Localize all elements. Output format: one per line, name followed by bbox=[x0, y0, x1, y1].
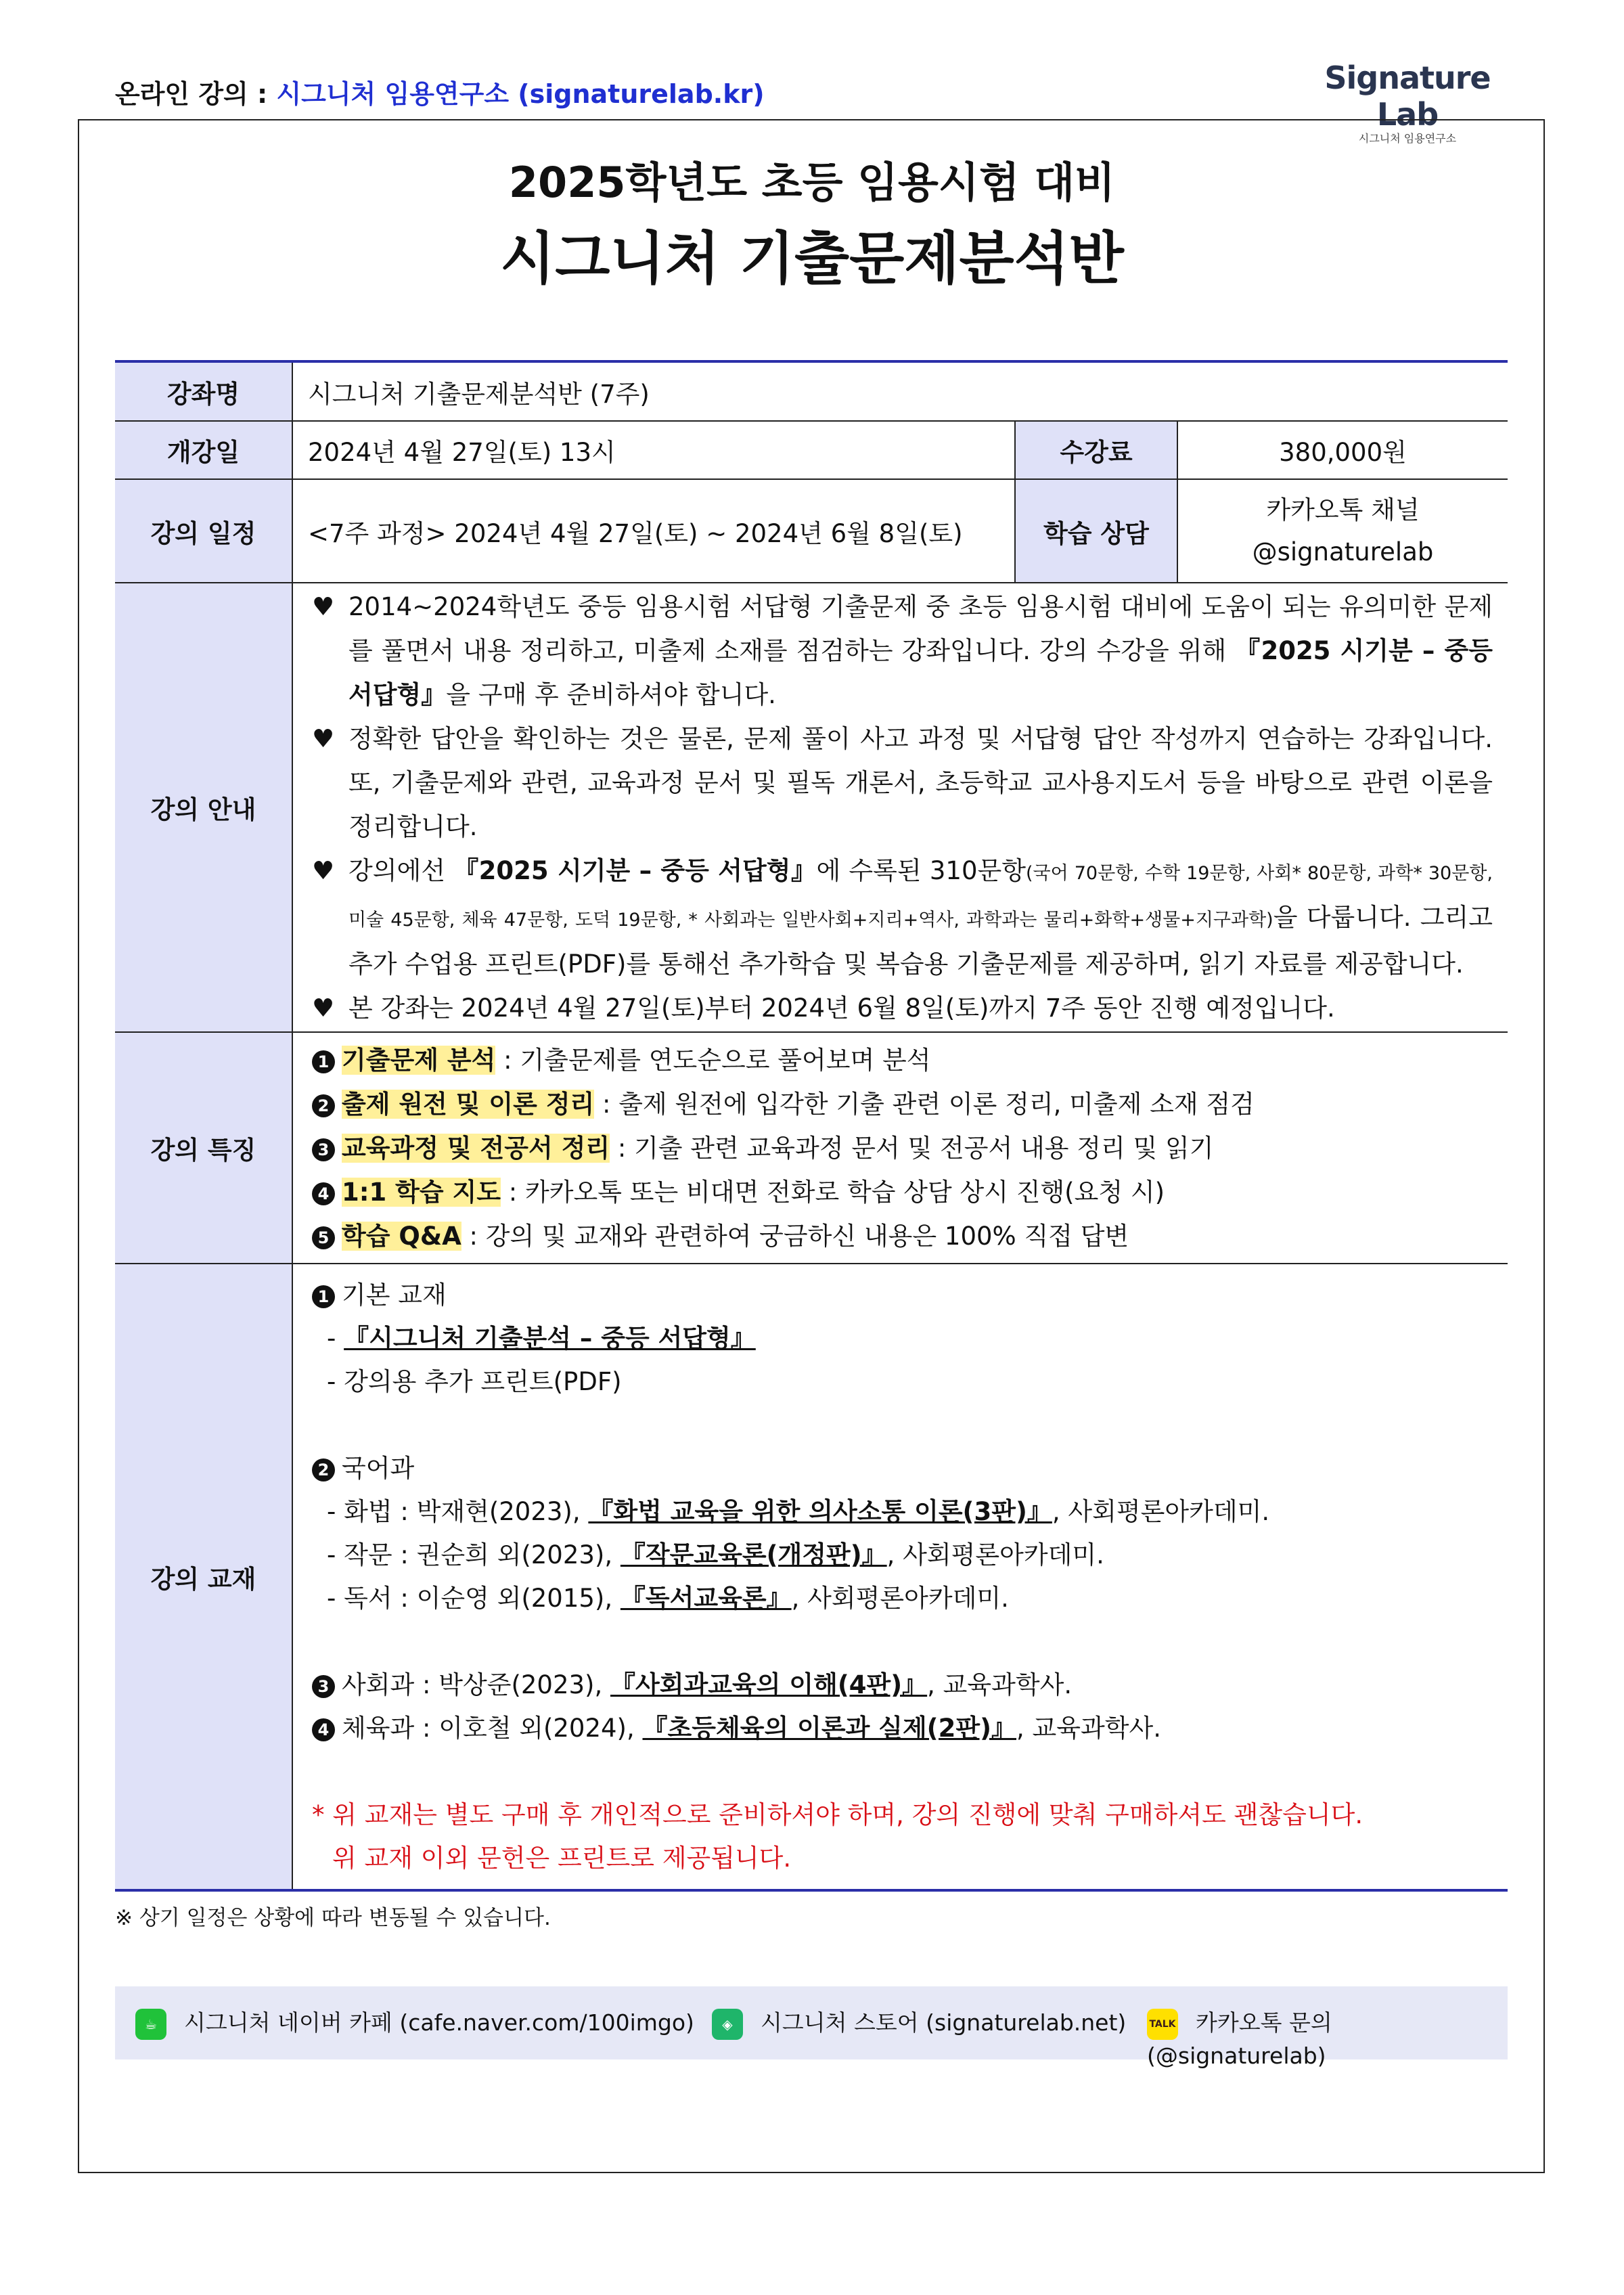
feature-item: 2 출제 원전 및 이론 정리 : 출제 원전에 입각한 기출 관련 이론 정리, 미출제 소재 점검 bbox=[312, 1082, 1493, 1126]
feature-item: 1 기출문제 분석 : 기출문제를 연도순으로 풀어보며 분석 bbox=[312, 1038, 1493, 1082]
number-circle-icon: 2 bbox=[312, 1094, 335, 1117]
spacer bbox=[312, 1620, 1493, 1664]
signature-lab-logo bbox=[1306, 60, 1509, 145]
book-warning: * 위 교재는 별도 구매 후 개인적으로 준비하셔야 하며, 강의 진행에 맞춰 구매하셔도 괜찮습니다. bbox=[312, 1800, 1363, 1829]
course-info-table bbox=[115, 360, 1508, 1892]
table-row bbox=[115, 583, 1508, 1032]
online-lecture-header bbox=[115, 73, 765, 110]
book-item: - 『시그니처 기출분석 – 중등 서답형』 bbox=[327, 1323, 756, 1353]
book-item: - 화법 : 박재현(2023), 『화법 교육을 위한 의사소통 이론(3판)』, 사회평론아카데미. bbox=[327, 1496, 1270, 1526]
store-link[interactable]: ◈ 시그니처 스토어 (signaturelab.net) bbox=[712, 2007, 1126, 2039]
footer-links bbox=[115, 1986, 1508, 2069]
table-row bbox=[115, 1032, 1508, 1264]
spacer bbox=[312, 1750, 1493, 1793]
book-section: 2 국어과 bbox=[312, 1447, 1493, 1490]
feature-item: 3 교육과정 및 전공서 정리 : 기출 관련 교육과정 문서 및 전공서 내용 정리 및 읽기 bbox=[312, 1126, 1493, 1170]
number-circle-icon: 1 bbox=[312, 1285, 335, 1308]
cafe-link[interactable]: ☕ 시그니처 네이버 카페 (cafe.naver.com/100imgo) bbox=[135, 2007, 694, 2039]
guide-paragraph: ♥ 2014~2024학년도 중등 임용시험 서답형 기출문제 중 초등 임용시험 대비에 도움이 되는 유의미한 문제를 풀면서 내용 정리하고, 미출제 소재를 점검하는 강좌입니다. 강의 수강을 위해 『2025 시기분 – 중등 서답형』을 구매 후 준비하셔야 합니다. bbox=[312, 585, 1493, 717]
logo-main-text: Signature Lab bbox=[1324, 60, 1491, 133]
number-circle-icon: 3 bbox=[312, 1675, 335, 1698]
heart-icon: ♥ bbox=[312, 724, 335, 753]
number-circle-icon: 4 bbox=[312, 1182, 335, 1205]
open-date-value: 2024년 4월 27일(토) 13시 bbox=[292, 421, 1015, 479]
site-link[interactable]: 시그니처 임용연구소 (signaturelab.kr) bbox=[276, 79, 765, 109]
book-warning: 위 교재 이외 문헌은 프린트로 제공됩니다. bbox=[332, 1843, 792, 1873]
books-content bbox=[292, 1264, 1508, 1890]
store-icon: ◈ bbox=[712, 2009, 743, 2040]
book-item: - 강의용 추가 프린트(PDF) bbox=[327, 1366, 622, 1396]
consult-line1: 카카오톡 채널 bbox=[1266, 495, 1420, 525]
course-name-label: 강좌명 bbox=[115, 361, 292, 421]
schedule-label: 강의 일정 bbox=[115, 479, 292, 583]
guide-paragraph: ♥ 정확한 답안을 확인하는 것은 물론, 문제 풀이 사고 과정 및 서답형 답안 작성까지 연습하는 강좌입니다. 또, 기출문제와 관련, 교육과정 문서 및 필독 개론서, 초등학교 교사용지도서 등을 바탕으로 관련 이론을 정리합니다. bbox=[312, 717, 1493, 849]
table-row bbox=[115, 421, 1508, 479]
heart-icon: ♥ bbox=[312, 856, 335, 885]
fee-label: 수강료 bbox=[1015, 421, 1177, 479]
number-circle-icon: 2 bbox=[312, 1458, 335, 1481]
consult-line2: @signaturelab bbox=[1252, 537, 1434, 566]
number-circle-icon: 5 bbox=[312, 1226, 335, 1249]
book-section: 4 체육과 : 이호철 외(2024), 『초등체육의 이론과 실제(2판)』, 교육과학사. bbox=[312, 1707, 1493, 1750]
book-item: - 작문 : 권순희 외(2023), 『작문교육론(개정판)』, 사회평론아카데미. bbox=[327, 1540, 1104, 1569]
features-content bbox=[292, 1032, 1508, 1264]
book-section: 3 사회과 : 박상준(2023), 『사회과교육의 이해(4판)』, 교육과학사. bbox=[312, 1664, 1493, 1707]
schedule-note: ※ 상기 일정은 상황에 따라 변동될 수 있습니다. bbox=[115, 1906, 551, 1930]
naver-cafe-icon: ☕ bbox=[135, 2009, 166, 2040]
book-section: 1 기본 교재 bbox=[312, 1274, 1493, 1317]
page-subtitle: 2025학년도 초등 임용시험 대비 bbox=[508, 158, 1116, 207]
guide-paragraph: ♥ 본 강좌는 2024년 4월 27일(토)부터 2024년 6월 8일(토)까지 7주 동안 진행 예정입니다. bbox=[312, 986, 1493, 1030]
consult-label: 학습 상담 bbox=[1015, 479, 1177, 583]
table-row bbox=[115, 479, 1508, 583]
heart-icon: ♥ bbox=[312, 994, 335, 1023]
number-circle-icon: 4 bbox=[312, 1718, 335, 1741]
logo-sub-text: 시그니처 임용연구소 bbox=[1358, 132, 1457, 145]
kakaotalk-icon: TALK bbox=[1147, 2009, 1178, 2040]
consult-value bbox=[1177, 479, 1508, 583]
schedule-value: <7주 과정> 2024년 4월 27일(토) ~ 2024년 6월 8일(토) bbox=[292, 479, 1015, 583]
course-name-value: 시그니처 기출문제분석반 (7주) bbox=[292, 361, 1508, 421]
page-title: 시그니처 기출문제분석반 bbox=[500, 225, 1124, 292]
table-row bbox=[115, 1264, 1508, 1890]
feature-item: 5 학습 Q&A : 강의 및 교재와 관련하여 궁금하신 내용은 100% 직접 답변 bbox=[312, 1214, 1493, 1258]
table-row bbox=[115, 361, 1508, 421]
features-label: 강의 특징 bbox=[115, 1032, 292, 1264]
heart-icon: ♥ bbox=[312, 592, 335, 621]
kakao-link[interactable]: TALK 카카오톡 문의 (@signaturelab) bbox=[1147, 2009, 1332, 2069]
book-item: - 독서 : 이순영 외(2015), 『독서교육론』, 사회평론아카데미. bbox=[327, 1583, 1009, 1613]
guide-paragraph: ♥ 강의에선 『2025 시기분 – 중등 서답형』에 수록된 310문항(국어 70문항, 수학 19문항, 사회* 80문항, 과학* 30문항, 미술 45문항, 체육 47문항, 도덕 19문항, * 사회과는 일반사회+지리+역사, 과학과는 물리+화학+생물+지구과학)을 다룹니다. 그리고 추가 수업용 프린트(PDF)를 통해선 추가학습 및 복습용 기출문제를 제공하며, 읽기 자료를 제공합니다. bbox=[312, 849, 1493, 986]
guide-content bbox=[292, 583, 1508, 1032]
feature-item: 4 1:1 학습 지도 : 카카오톡 또는 비대면 전화로 학습 상담 상시 진행(요청 시) bbox=[312, 1170, 1493, 1214]
number-circle-icon: 3 bbox=[312, 1138, 335, 1161]
books-label: 강의 교재 bbox=[115, 1264, 292, 1890]
number-circle-icon: 1 bbox=[312, 1050, 335, 1073]
guide-label: 강의 안내 bbox=[115, 583, 292, 1032]
spacer bbox=[312, 1404, 1493, 1447]
online-lecture-label: 온라인 강의 : bbox=[115, 79, 268, 109]
fee-value: 380,000원 bbox=[1177, 421, 1508, 479]
open-date-label: 개강일 bbox=[115, 421, 292, 479]
